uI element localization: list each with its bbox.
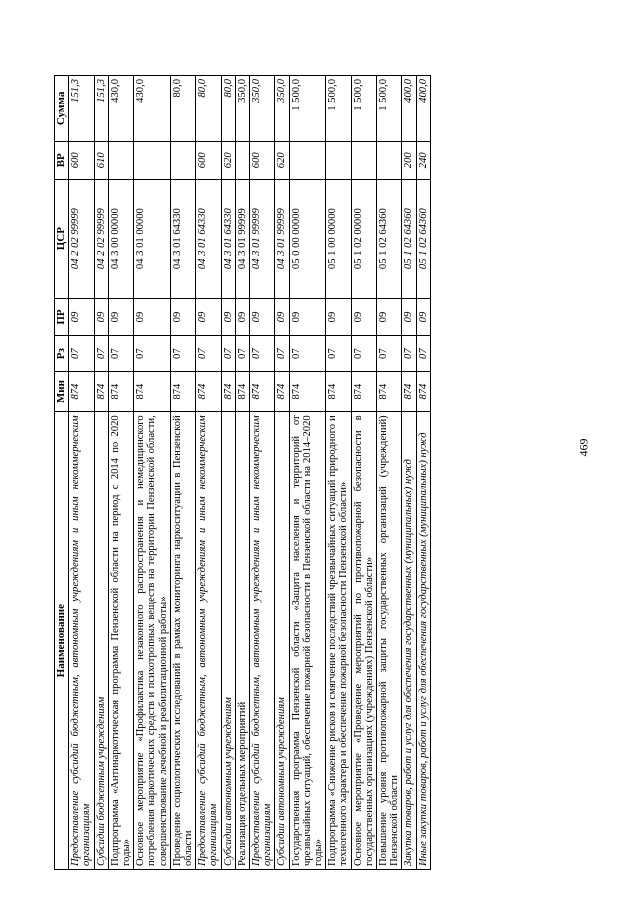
cell-pr: 09	[275, 298, 289, 336]
table-body	[69, 76, 431, 870]
cell-name: Реализация отдельных мероприятий	[235, 412, 249, 870]
cell-sum: 1 500,0	[377, 76, 402, 142]
header-sum: Сумма	[55, 76, 69, 142]
cell-sum: 430,0	[108, 76, 133, 142]
cell-pr: 09	[235, 298, 249, 336]
cell-min: 874	[377, 371, 402, 411]
table-row	[275, 76, 289, 870]
cell-name: Иные закупки товаров, работ и услуг для обеспечения государственных (муниципальных) нужд	[416, 412, 430, 870]
cell-name: Подпрограмма «Антинаркотическая программа Пензенской области на период с 2014 по 2020 годы»	[108, 412, 133, 870]
cell-name: Субсидии автономным учреждениям	[275, 412, 289, 870]
table-row	[221, 76, 235, 870]
cell-csr: 05 0 00 00000	[289, 179, 326, 298]
cell-pr: 09	[108, 298, 133, 336]
cell-rz: 07	[275, 336, 289, 371]
cell-min: 874	[275, 371, 289, 411]
cell-rz: 07	[69, 336, 94, 371]
cell-min: 874	[108, 371, 133, 411]
header-csr: ЦСР	[55, 179, 69, 298]
cell-pr: 09	[402, 298, 416, 336]
cell-csr: 05 1 02 64360	[402, 179, 416, 298]
cell-pr: 09	[377, 298, 402, 336]
cell-name: Субсидии бюджетным учреждениям	[94, 412, 108, 870]
cell-sum: 151,3	[69, 76, 94, 142]
cell-csr: 04 3 01 00000	[134, 179, 171, 298]
cell-name: Субсидии автономным учреждениям	[221, 412, 235, 870]
cell-name: Основное мероприятие «Проведение мероприятий по противопожарной безопасности в государственных организациях (учреждениях) Пензенской области»	[351, 412, 376, 870]
cell-vr: 600	[69, 141, 94, 179]
cell-rz: 07	[221, 336, 235, 371]
cell-name: Закупка товаров, работ и услуг для обеспечения государственных (муниципальных) нужд	[402, 412, 416, 870]
cell-pr: 09	[416, 298, 430, 336]
cell-vr	[326, 141, 351, 179]
cell-rz: 07	[94, 336, 108, 371]
cell-vr: 200	[402, 141, 416, 179]
cell-min: 874	[416, 371, 430, 411]
cell-rz: 07	[416, 336, 430, 371]
cell-sum: 350,0	[235, 76, 249, 142]
cell-sum: 350,0	[275, 76, 289, 142]
cell-vr: 240	[416, 141, 430, 179]
cell-rz: 07	[170, 336, 195, 371]
cell-sum: 1 500,0	[326, 76, 351, 142]
cell-rz: 07	[377, 336, 402, 371]
cell-sum: 1 500,0	[351, 76, 376, 142]
cell-csr: 04 3 01 99999	[235, 179, 249, 298]
cell-rz: 07	[289, 336, 326, 371]
cell-min: 874	[94, 371, 108, 411]
cell-rz: 07	[235, 336, 249, 371]
cell-sum: 1 500,0	[289, 76, 326, 142]
cell-csr: 04 2 02 99999	[94, 179, 108, 298]
cell-pr: 09	[196, 298, 221, 336]
cell-vr: 600	[196, 141, 221, 179]
cell-min: 874	[134, 371, 171, 411]
cell-sum: 430,0	[134, 76, 171, 142]
table-row	[351, 76, 376, 870]
cell-vr	[170, 141, 195, 179]
cell-pr: 09	[326, 298, 351, 336]
cell-name: Подпрограмма «Снижение рисков и смягчение последствий чрезвычайных ситуаций природного и техногенного характера и обеспечение пожарной безопасности Пензенской области»	[326, 412, 351, 870]
cell-vr	[351, 141, 376, 179]
cell-csr: 05 1 02 00000	[351, 179, 376, 298]
cell-vr	[134, 141, 171, 179]
cell-name: Предоставление субсидий бюджетным, автономным учреждениям и иным некоммерческим организациям	[250, 412, 275, 870]
cell-rz: 07	[108, 336, 133, 371]
cell-csr: 04 3 01 64330	[221, 179, 235, 298]
cell-name: Повышение уровня противопожарной защиты государственных организаций (учреждений) Пензенской области	[377, 412, 402, 870]
header-rz: Рз	[55, 336, 69, 371]
table-row	[196, 76, 221, 870]
cell-csr: 04 3 01 64330	[170, 179, 195, 298]
budget-table-container	[54, 75, 640, 870]
cell-min: 874	[235, 371, 249, 411]
cell-rz: 07	[250, 336, 275, 371]
header-vr: ВР	[55, 141, 69, 179]
cell-min: 874	[289, 371, 326, 411]
cell-pr: 09	[221, 298, 235, 336]
cell-min: 874	[250, 371, 275, 411]
table-row	[289, 76, 326, 870]
header-name: Наименование	[55, 412, 69, 870]
budget-table	[54, 75, 431, 870]
cell-pr: 09	[250, 298, 275, 336]
cell-vr	[289, 141, 326, 179]
cell-sum: 151,3	[94, 76, 108, 142]
table-row	[326, 76, 351, 870]
cell-sum: 400,0	[416, 76, 430, 142]
cell-name: Основное мероприятие «Профилактика незаконного распространения и немедицинского потребления наркотических средств и психотропных веществ на территории Пензенской области, совершенствование лечебной и реабилитационной работы»	[134, 412, 171, 870]
cell-min: 874	[326, 371, 351, 411]
cell-pr: 09	[69, 298, 94, 336]
cell-rz: 07	[326, 336, 351, 371]
cell-pr: 09	[94, 298, 108, 336]
cell-name: Государственная программа Пензенской области «Защита населения и территорий от чрезвычайных ситуаций, обеспечение пожарной безопасности в Пензенской области на 2014–2020 годы»	[289, 412, 326, 870]
cell-sum: 350,0	[250, 76, 275, 142]
table-row	[69, 76, 94, 870]
cell-min: 874	[170, 371, 195, 411]
table-row	[235, 76, 249, 870]
cell-vr: 610	[94, 141, 108, 179]
cell-rz: 07	[402, 336, 416, 371]
cell-min: 874	[196, 371, 221, 411]
table-row	[108, 76, 133, 870]
cell-csr: 05 1 02 64360	[377, 179, 402, 298]
cell-vr: 600	[250, 141, 275, 179]
header-pr: ПР	[55, 298, 69, 336]
cell-pr: 09	[134, 298, 171, 336]
cell-vr	[108, 141, 133, 179]
cell-vr	[235, 141, 249, 179]
cell-sum: 80,0	[196, 76, 221, 142]
table-row	[416, 76, 430, 870]
cell-csr: 05 1 00 00000	[326, 179, 351, 298]
cell-min: 874	[351, 371, 376, 411]
cell-csr: 04 2 02 99999	[69, 179, 94, 298]
cell-rz: 07	[134, 336, 171, 371]
table-row	[377, 76, 402, 870]
cell-rz: 07	[351, 336, 376, 371]
cell-name: Проведение социологических исследований в рамках мониторинга наркоситуации в Пензенской области	[170, 412, 195, 870]
cell-csr: 04 3 00 00000	[108, 179, 133, 298]
cell-name: Предоставление субсидий бюджетным, автономным учреждениям и иным некоммерческим организациям	[69, 412, 94, 870]
cell-csr: 05 1 02 64360	[416, 179, 430, 298]
cell-pr: 09	[351, 298, 376, 336]
cell-pr: 09	[170, 298, 195, 336]
table-row	[134, 76, 171, 870]
header-min: Мин	[55, 371, 69, 411]
cell-pr: 09	[289, 298, 326, 336]
cell-sum: 80,0	[170, 76, 195, 142]
cell-vr: 620	[275, 141, 289, 179]
cell-sum: 80,0	[221, 76, 235, 142]
table-row	[402, 76, 416, 870]
cell-csr: 04 3 01 99999	[250, 179, 275, 298]
cell-rz: 07	[196, 336, 221, 371]
cell-name: Предоставление субсидий бюджетным, автономным учреждениям и иным некоммерческим организациям	[196, 412, 221, 870]
table-header-row	[55, 76, 69, 870]
page-number: 469	[576, 438, 591, 457]
table-row	[170, 76, 195, 870]
table-row	[94, 76, 108, 870]
cell-csr: 04 3 01 64330	[196, 179, 221, 298]
cell-vr: 620	[221, 141, 235, 179]
cell-csr: 04 3 01 99999	[275, 179, 289, 298]
cell-min: 874	[69, 371, 94, 411]
cell-min: 874	[221, 371, 235, 411]
cell-sum: 400,0	[402, 76, 416, 142]
cell-min: 874	[402, 371, 416, 411]
cell-vr	[377, 141, 402, 179]
table-row	[250, 76, 275, 870]
